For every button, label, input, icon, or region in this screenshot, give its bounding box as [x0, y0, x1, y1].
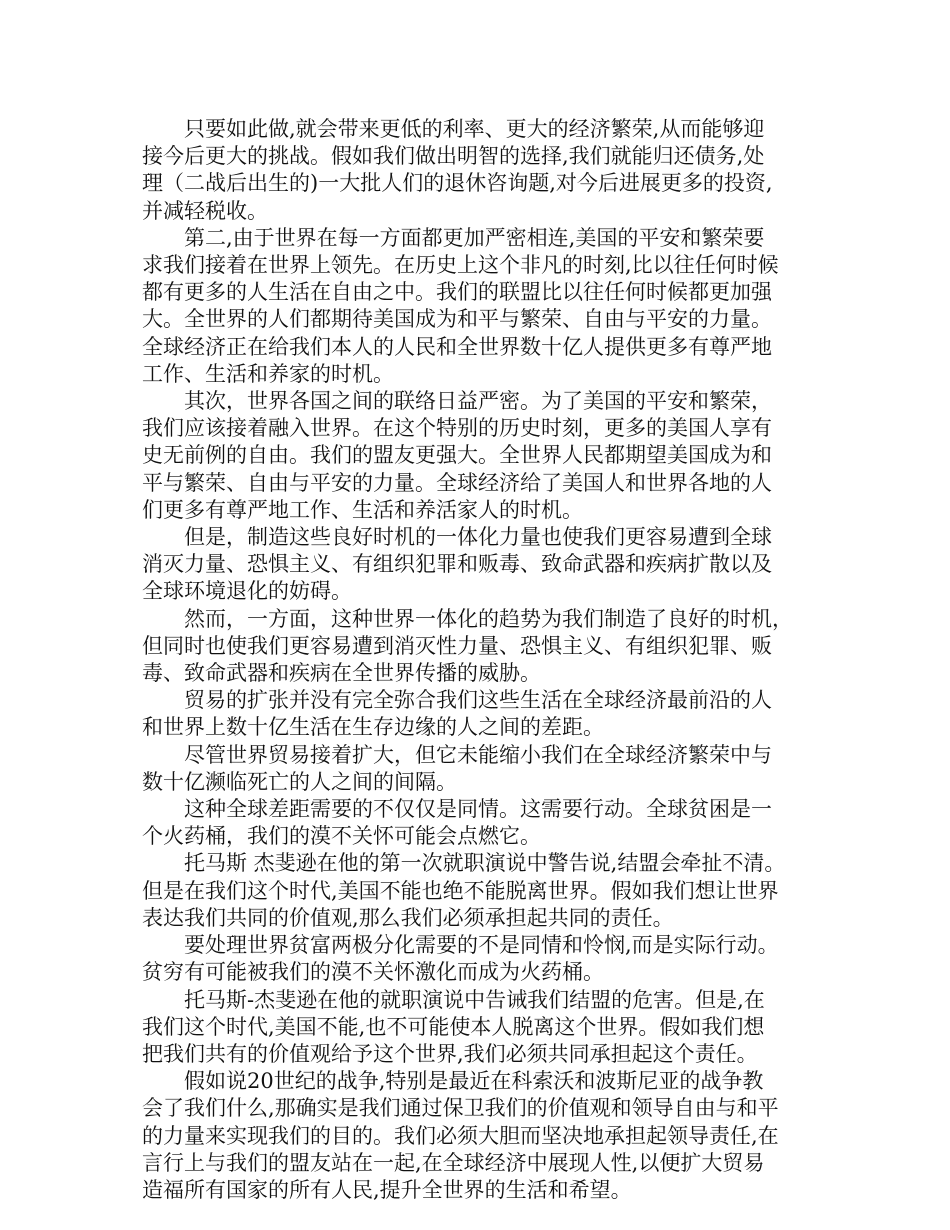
paragraph — [142, 987, 818, 1069]
text-line: 求我们接着在世界上领先。在历史上这个非凡的时刻,比以往任何时候 — [142, 253, 779, 278]
text-line: 的力量来实现我们的目的。我们必须大胆而坚决地承担起领导责任,在 — [142, 1123, 779, 1148]
document-body — [142, 116, 818, 1204]
text-line: 要处理世界贫富两极分化需要的不是同情和怜悯,而是实际行动。 — [184, 933, 779, 958]
paragraph — [142, 850, 818, 932]
text-line: 言行上与我们的盟友站在一起,在全球经济中展现人性,以便扩大贸易 — [142, 1150, 765, 1175]
text-line: 史无前例的自由。我们的盟友更强大。全世界人民都期望美国成为和 — [142, 443, 772, 468]
text-line: 贸易的扩张并没有完全弥合我们这些生活在全球经济最前沿的人 — [184, 688, 772, 713]
paragraph — [142, 687, 818, 741]
paragraph — [142, 116, 818, 225]
paragraph — [142, 932, 818, 986]
text-line: 全球经济正在给我们本人的人民和全世界数十亿人提供更多有尊严地 — [142, 334, 772, 359]
text-line: 全球环境退化的妨碍。 — [142, 579, 352, 604]
text-line: 接今后更大的挑战。假如我们做出明智的选择,我们就能归还债务,处 — [142, 144, 765, 169]
text-line: 但是在我们这个时代,美国不能也绝不能脱离世界。假如我们想让世界 — [142, 878, 779, 903]
text-line: 数十亿濒临死亡的人之间的间隔。 — [142, 769, 457, 794]
text-line: 造福所有国家的所有人民,提升全世界的生活和希望。 — [142, 1177, 632, 1202]
text-line: 和世界上数十亿生活在生存边缘的人之间的差距。 — [142, 715, 604, 740]
paragraph — [142, 524, 818, 606]
text-line: 平与繁荣、自由与平安的力量。全球经济给了美国人和世界各地的人 — [142, 470, 772, 495]
paragraph — [142, 742, 818, 796]
text-line: 这种全球差距需要的不仅仅是同情。这需要行动。全球贫困是一 — [184, 797, 772, 822]
text-line: 都有更多的人生活在自由之中。我们的联盟比以往任何时候都更加强 — [142, 280, 772, 305]
text-line: 毒、致命武器和疾病在全世界传播的威胁。 — [142, 661, 541, 686]
paragraph — [142, 606, 818, 688]
text-line: 其次，世界各国之间的联络日益严密。为了美国的平安和繁荣， — [184, 389, 772, 414]
paragraph — [142, 796, 818, 850]
text-line: 假如说20世纪的战争,特别是最近在科索沃和波斯尼亚的战争教 — [184, 1069, 764, 1094]
text-line: 我们应该接着融入世界。在这个特别的历史时刻，更多的美国人享有 — [142, 416, 772, 441]
text-line: 只要如此做,就会带来更低的利率、更大的经济繁荣,从而能够迎 — [184, 117, 765, 141]
text-line: 我们这个时代,美国不能,也不可能使本人脱离这个世界。假如我们想 — [142, 1014, 765, 1039]
text-line: 托马斯-杰斐逊在他的就职演说中告诫我们结盟的危害。但是,在 — [184, 987, 765, 1012]
text-line: 工作、生活和养家的时机。 — [142, 361, 394, 386]
text-line: 但是，制造这些良好时机的一体化力量也使我们更容易遭到全球 — [184, 525, 772, 550]
text-line: 并减轻税收。 — [142, 198, 268, 223]
text-line: 消灭力量、恐惧主义、有组织犯罪和贩毒、致命武器和疾病扩散以及 — [142, 552, 772, 577]
text-line: 托马斯 杰斐逊在他的第一次就职演说中警告说,结盟会牵扯不清。 — [184, 851, 786, 876]
text-line: 大。全世界的人们都期待美国成为和平与繁荣、自由与平安的力量。 — [142, 307, 772, 332]
paragraph — [142, 225, 818, 388]
text-line: 会了我们什么,那确实是我们通过保卫我们的价值观和领导自由与和平 — [142, 1096, 779, 1121]
text-line: 贫穷有可能被我们的漠不关怀激化而成为火药桶。 — [142, 960, 604, 985]
text-line: 个火药桶，我们的漠不关怀可能会点燃它。 — [142, 824, 541, 849]
text-line: 表达我们共同的价值观,那么我们必须承担起共同的责任。 — [142, 905, 674, 930]
text-line: 第二,由于世界在每一方面都更加严密相连,美国的平安和繁荣要 — [184, 225, 765, 250]
text-line: 把我们共有的价值观给予这个世界,我们必须共同承担起这个责任。 — [142, 1041, 758, 1066]
text-line: 理（二战后出生的)一大批人们的退休咨询题,对今后进展更多的投资, — [142, 171, 773, 196]
text-line: 然而，一方面，这种世界一体化的趋势为我们制造了良好的时机， — [184, 606, 793, 631]
text-line: 但同时也使我们更容易遭到消灭性力量、恐惧主义、有组织犯罪、贩 — [142, 633, 772, 658]
text-line: 尽管世界贸易接着扩大，但它未能缩小我们在全球经济繁荣中与 — [184, 742, 772, 767]
paragraph — [142, 388, 818, 524]
paragraph — [142, 1068, 818, 1204]
text-line: 们更多有尊严地工作、生活和养活家人的时机。 — [142, 497, 583, 522]
